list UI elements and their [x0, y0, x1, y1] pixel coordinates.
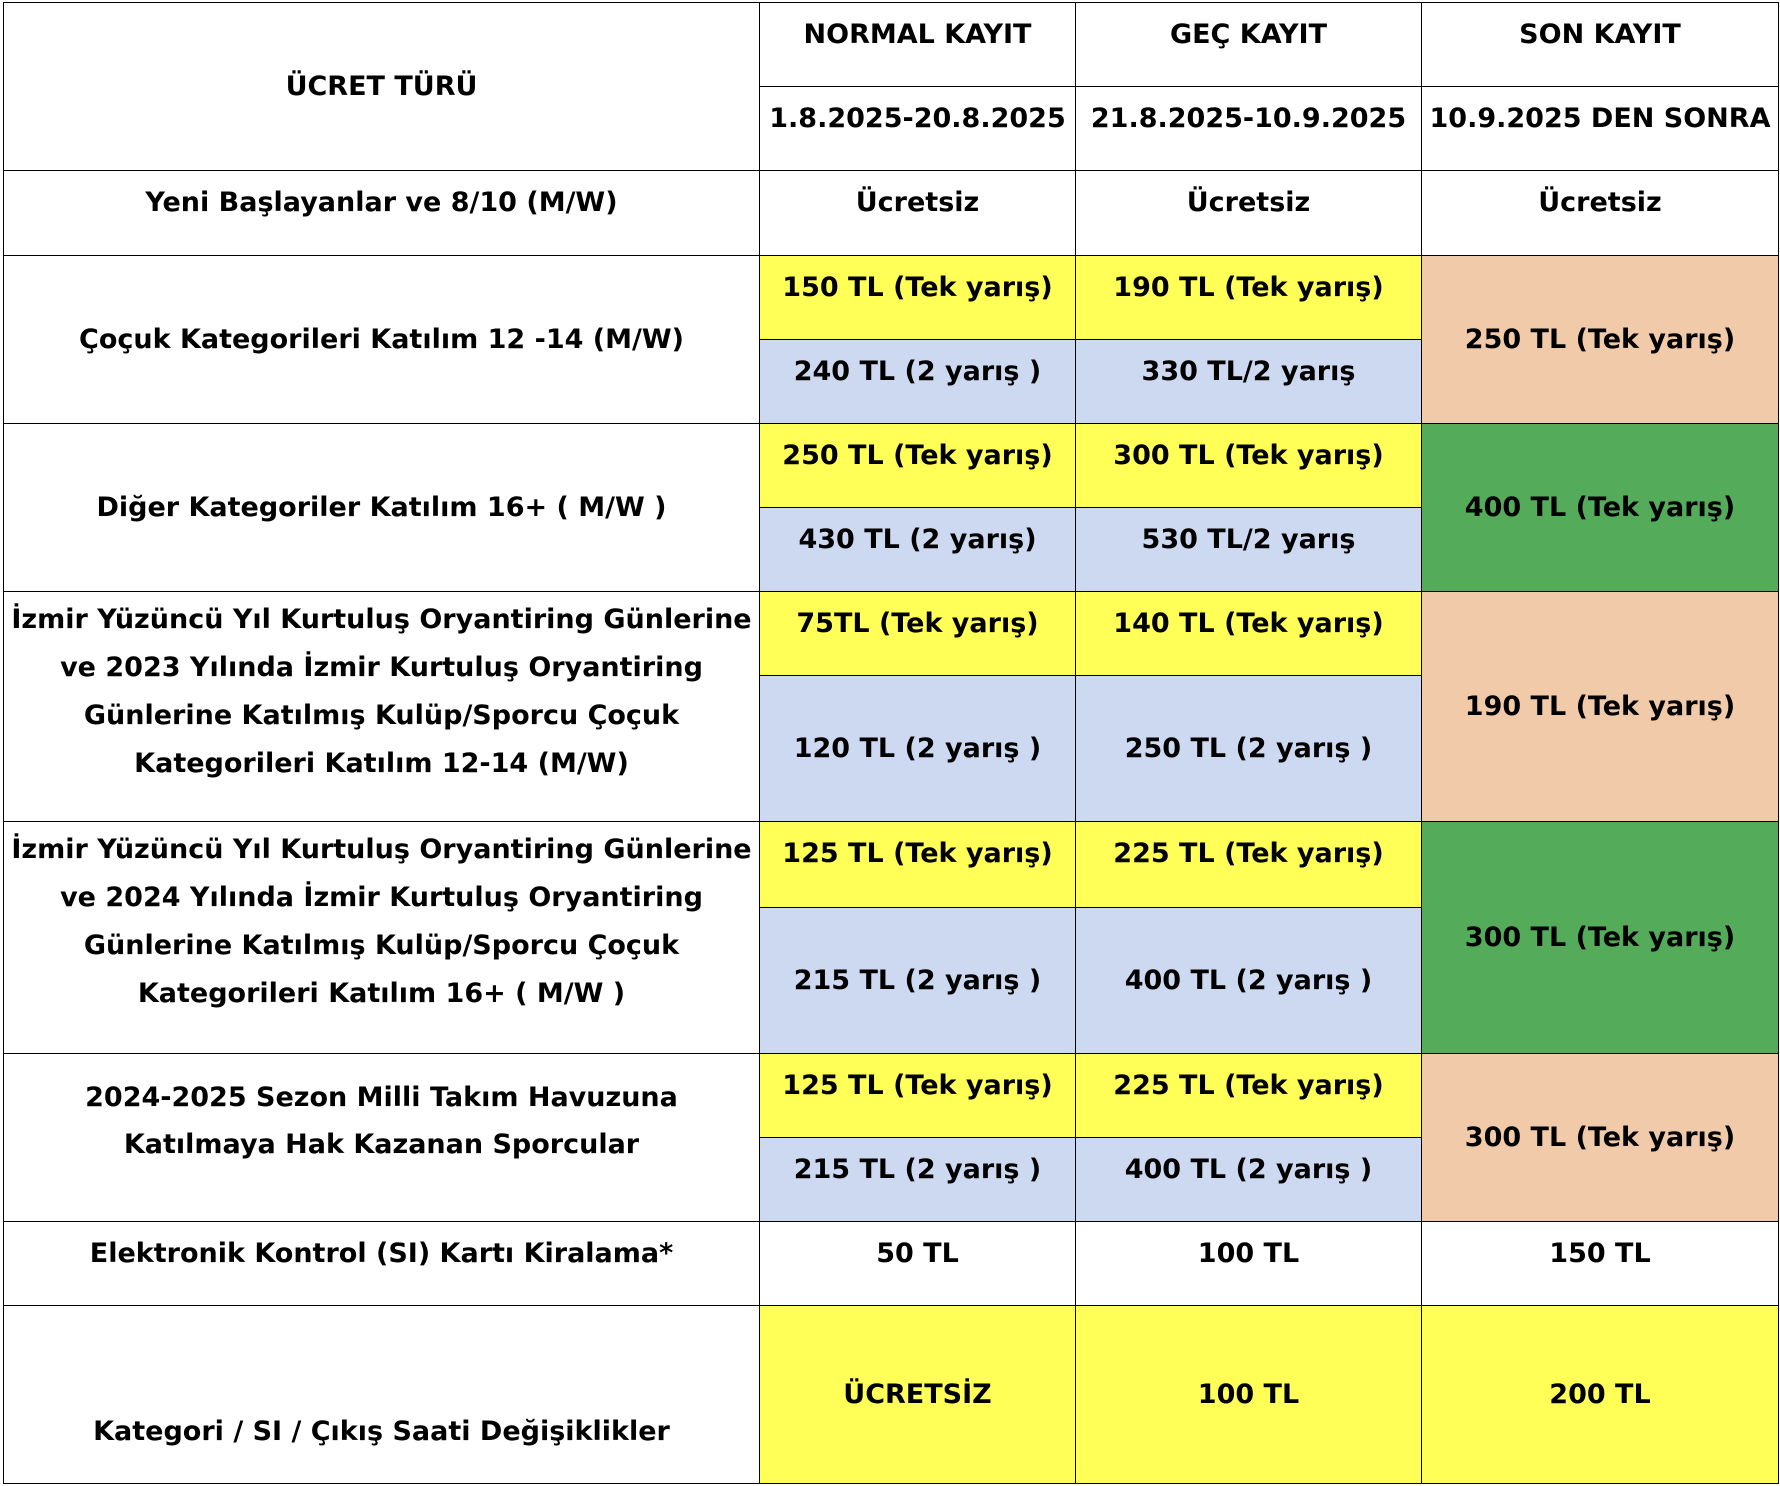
row-label: Kategori / SI / Çıkış Saati Değişiklikler: [4, 1306, 760, 1484]
late-single-race-fee: 225 TL (Tek yarış): [1076, 822, 1422, 908]
final-fee: 400 TL (Tek yarış): [1422, 424, 1779, 592]
final-fee: 300 TL (Tek yarış): [1422, 1054, 1779, 1222]
late-single-race-fee: 140 TL (Tek yarış): [1076, 592, 1422, 676]
table-row: [4, 592, 1779, 676]
normal-single-race-fee: 150 TL (Tek yarış): [760, 256, 1076, 340]
normal-double-race-fee: 215 TL (2 yarış ): [760, 908, 1076, 1054]
final-registration-dates: 10.9.2025 DEN SONRA: [1422, 87, 1779, 171]
normal-double-race-fee: 120 TL (2 yarış ): [760, 676, 1076, 822]
registration-fee-table: [3, 2, 1779, 1484]
final-registration-header: SON KAYIT: [1422, 3, 1779, 87]
late-single-race-fee: 225 TL (Tek yarış): [1076, 1054, 1422, 1138]
late-double-race-fee: 400 TL (2 yarış ): [1076, 908, 1422, 1054]
normal-registration-header: NORMAL KAYIT: [760, 3, 1076, 87]
row-label: 2024-2025 Sezon Milli Takım Havuzuna Katılmaya Hak Kazanan Sporcular: [4, 1054, 760, 1222]
fee-type-header: ÜCRET TÜRÜ: [4, 3, 760, 171]
normal-single-race-fee: 250 TL (Tek yarış): [760, 424, 1076, 508]
normal-registration-dates: 1.8.2025-20.8.2025: [760, 87, 1076, 171]
final-fee: Ücretsiz: [1422, 171, 1779, 256]
normal-fee: Ücretsiz: [760, 171, 1076, 256]
table-row: [4, 256, 1779, 340]
late-registration-header: GEÇ KAYIT: [1076, 3, 1422, 87]
normal-double-race-fee: 430 TL (2 yarış): [760, 508, 1076, 592]
late-double-race-fee: 250 TL (2 yarış ): [1076, 676, 1422, 822]
row-label: İzmir Yüzüncü Yıl Kurtuluş Oryantiring Günlerine ve 2024 Yılında İzmir Kurtuluş Oryantiring Günlerine Katılmış Kulüp/Sporcu Çoçuk Kategorileri Katılım 16+ ( M/W ): [4, 822, 760, 1054]
table-row: [4, 822, 1779, 908]
table-row: [4, 1222, 1779, 1306]
late-single-race-fee: 300 TL (Tek yarış): [1076, 424, 1422, 508]
late-single-race-fee: 190 TL (Tek yarış): [1076, 256, 1422, 340]
late-double-race-fee: 400 TL (2 yarış ): [1076, 1138, 1422, 1222]
normal-single-race-fee: 75TL (Tek yarış): [760, 592, 1076, 676]
table-row: [4, 1306, 1779, 1484]
normal-double-race-fee: 240 TL (2 yarış ): [760, 340, 1076, 424]
normal-single-race-fee: 125 TL (Tek yarış): [760, 1054, 1076, 1138]
normal-fee: ÜCRETSİZ: [760, 1306, 1076, 1484]
row-label: Elektronik Kontrol (SI) Kartı Kiralama*: [4, 1222, 760, 1306]
late-double-race-fee: 530 TL/2 yarış: [1076, 508, 1422, 592]
table-row: [4, 171, 1779, 256]
final-fee: 300 TL (Tek yarış): [1422, 822, 1779, 1054]
final-fee: 250 TL (Tek yarış): [1422, 256, 1779, 424]
late-fee: Ücretsiz: [1076, 171, 1422, 256]
final-fee: 200 TL: [1422, 1306, 1779, 1484]
table-row: [4, 424, 1779, 508]
normal-single-race-fee: 125 TL (Tek yarış): [760, 822, 1076, 908]
late-registration-dates: 21.8.2025-10.9.2025: [1076, 87, 1422, 171]
row-label: İzmir Yüzüncü Yıl Kurtuluş Oryantiring Günlerine ve 2023 Yılında İzmir Kurtuluş Oryantiring Günlerine Katılmış Kulüp/Sporcu Çoçuk Kategorileri Katılım 12-14 (M/W): [4, 592, 760, 822]
final-fee: 150 TL: [1422, 1222, 1779, 1306]
row-label: Diğer Kategoriler Katılım 16+ ( M/W ): [4, 424, 760, 592]
late-fee: 100 TL: [1076, 1306, 1422, 1484]
late-fee: 100 TL: [1076, 1222, 1422, 1306]
normal-fee: 50 TL: [760, 1222, 1076, 1306]
table-row: [4, 1054, 1779, 1138]
final-fee: 190 TL (Tek yarış): [1422, 592, 1779, 822]
normal-double-race-fee: 215 TL (2 yarış ): [760, 1138, 1076, 1222]
late-double-race-fee: 330 TL/2 yarış: [1076, 340, 1422, 424]
row-label: Yeni Başlayanlar ve 8/10 (M/W): [4, 171, 760, 256]
row-label: Çoçuk Kategorileri Katılım 12 -14 (M/W): [4, 256, 760, 424]
